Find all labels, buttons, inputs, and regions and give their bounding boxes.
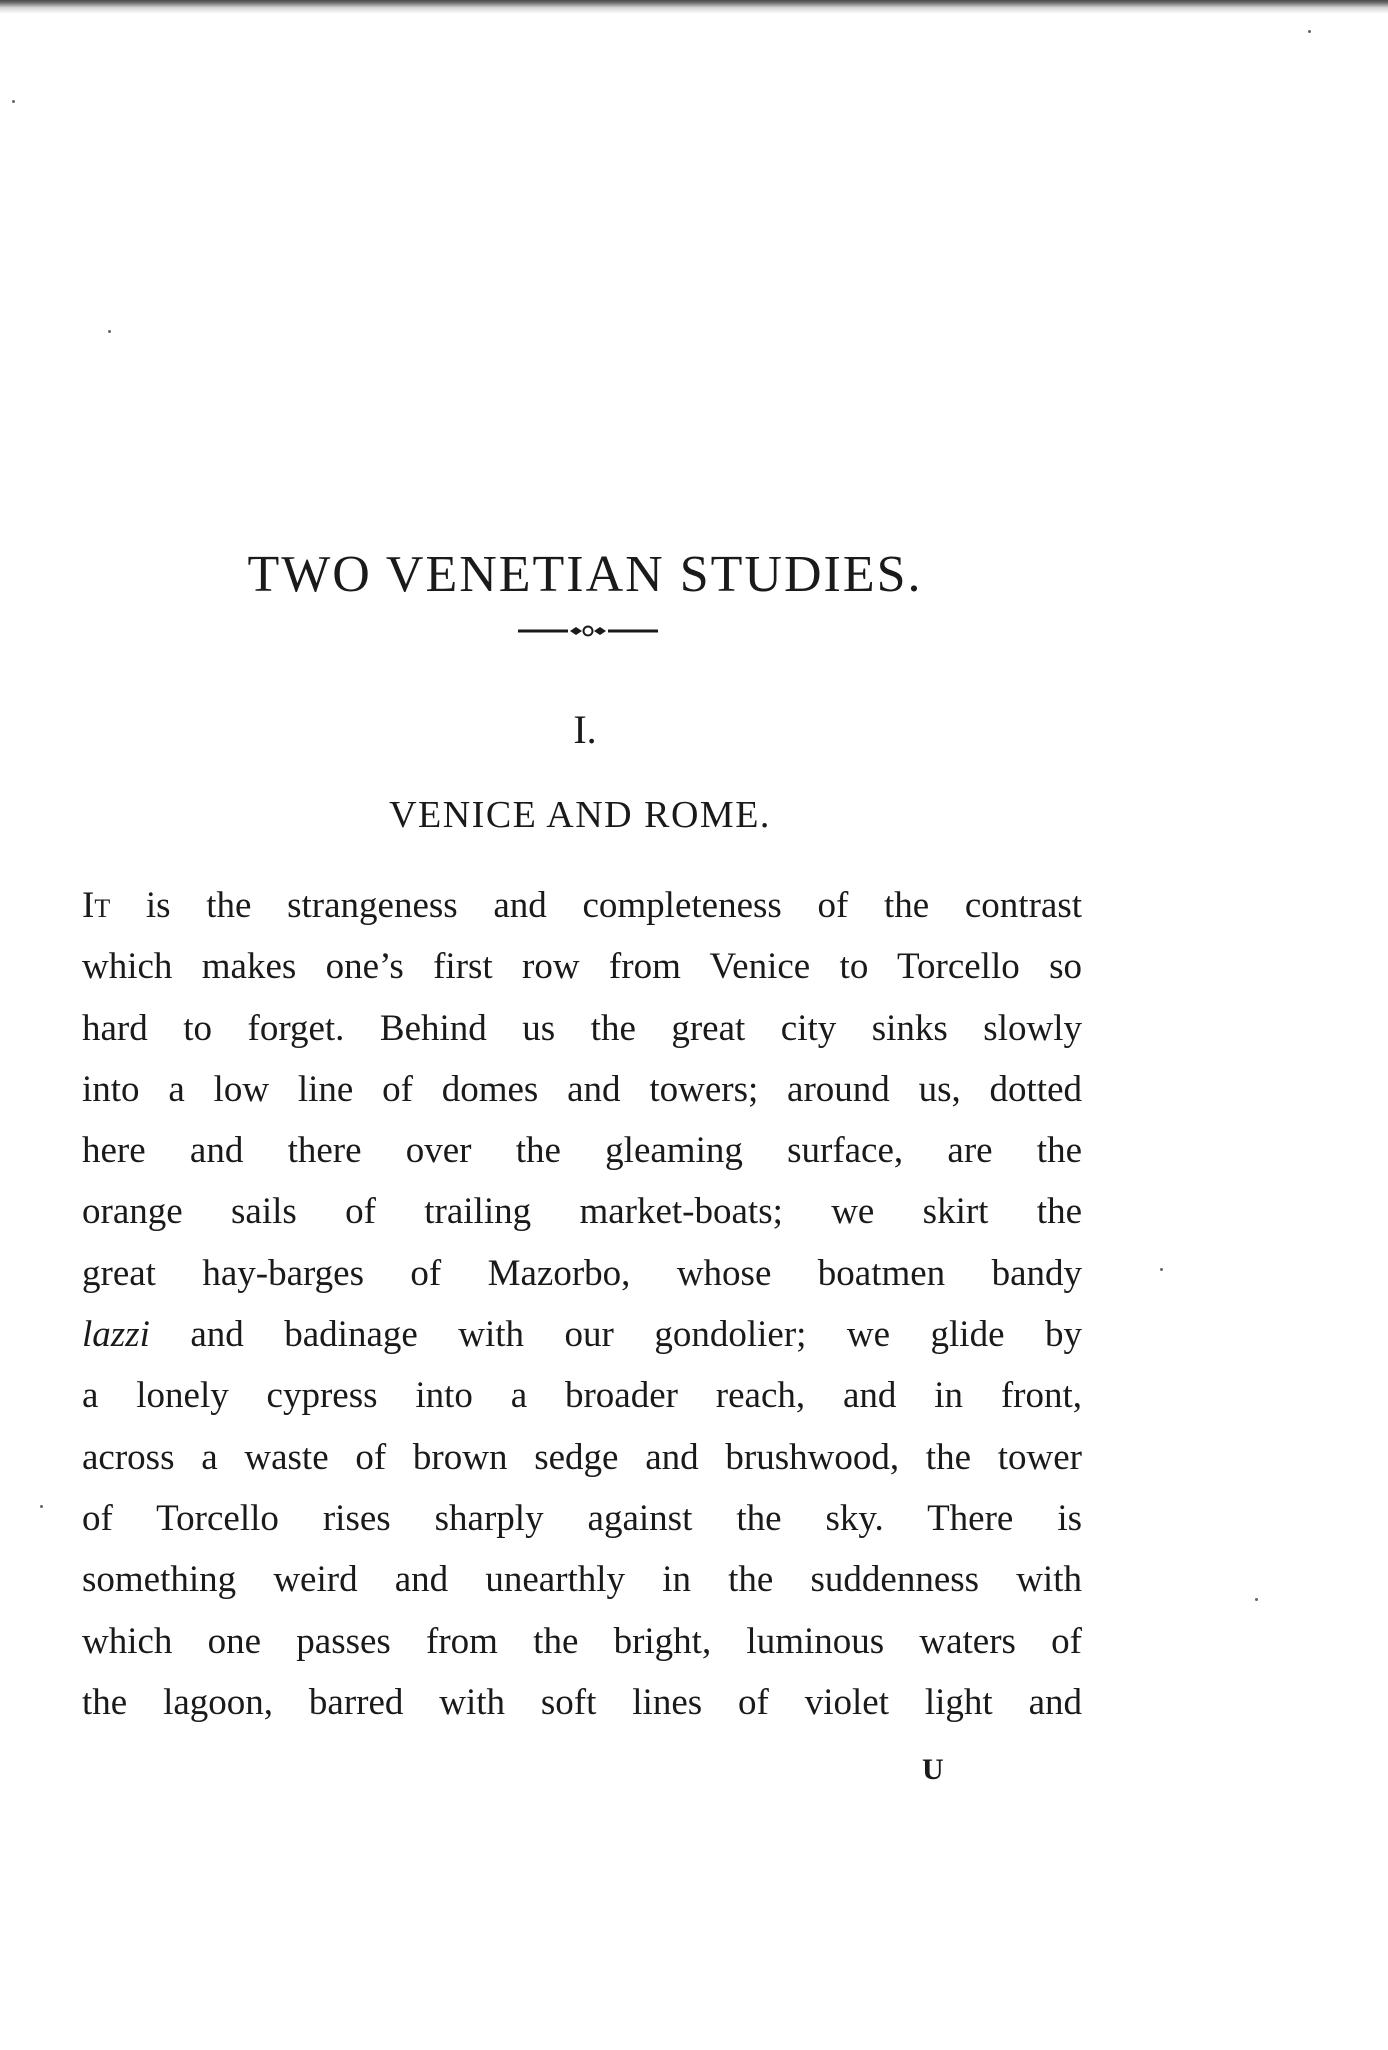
scan-speck (12, 100, 15, 103)
text-line: something weird and unearthly in the suddenness with (82, 1559, 1082, 1601)
text-line: here and there over the gleaming surface, are the (82, 1130, 1082, 1172)
scan-speck (1308, 30, 1311, 33)
text-line: orange sails of trailing market-boats; we skirt the (82, 1191, 1082, 1233)
scan-speck (108, 330, 111, 333)
signature-mark: U (922, 1753, 944, 1786)
text-line: great hay-barges of Mazorbo, whose boatmen bandy (82, 1252, 1082, 1294)
italic-word: lazzi (82, 1314, 150, 1356)
text-line: hard to forget. Behind us the great city sinks slowly (82, 1007, 1082, 1049)
text-line: into a low line of domes and towers; around us, dotted (82, 1068, 1082, 1110)
body-paragraph (82, 875, 1082, 1733)
text-line: which makes one’s first row from Venice to Torcello so (82, 946, 1082, 988)
opening-word: It (82, 885, 111, 926)
page-title: TWO VENETIAN STUDIES. (247, 545, 923, 603)
scan-speck (1160, 1268, 1163, 1271)
text-line: It is the strangeness and completeness of the contrast (82, 885, 1082, 926)
section-number: I. (573, 707, 597, 752)
text-line: of Torcello rises sharply against the sky. There is (82, 1497, 1082, 1539)
text-line: across a waste of brown sedge and brushwood, the tower (82, 1436, 1082, 1478)
scan-speck (1255, 1598, 1258, 1601)
text-line: lazzi and badinage with our gondolier; we glide by (82, 1314, 1082, 1356)
text-line: a lonely cypress into a broader reach, and in front, (82, 1375, 1082, 1417)
scan-speck (40, 1505, 43, 1508)
text-line: which one passes from the bright, luminous waters of (82, 1620, 1082, 1662)
scan-edge (0, 0, 1388, 14)
section-subtitle: VENICE AND ROME. (389, 794, 771, 836)
ornament-divider (518, 622, 658, 640)
text-line: the lagoon, barred with soft lines of violet light and (82, 1681, 1082, 1723)
